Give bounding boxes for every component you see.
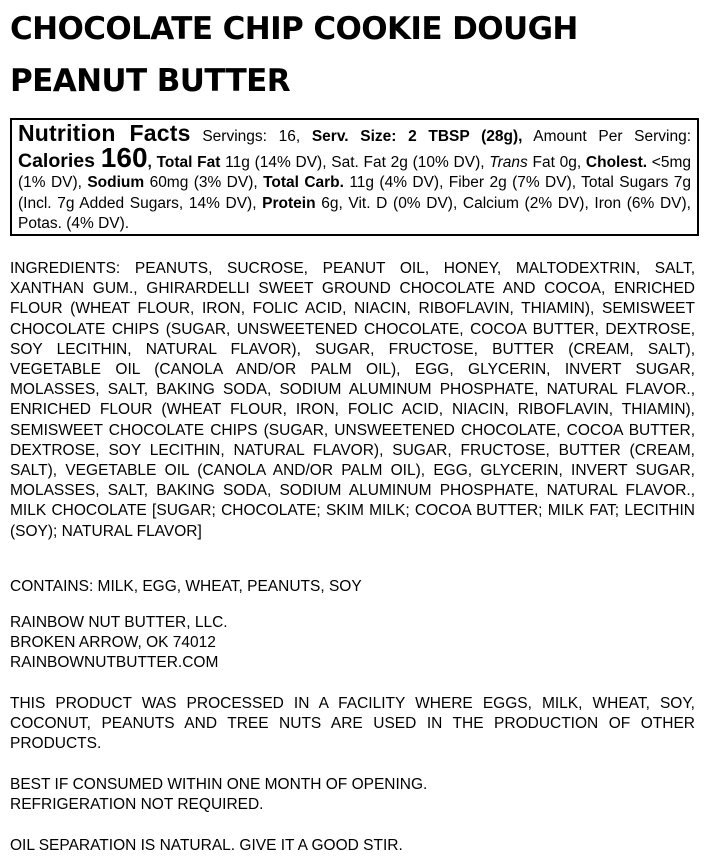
cholesterol-value: <5mg (1% DV), <box>18 153 691 191</box>
total-fat-label: Total Fat <box>156 153 221 171</box>
calories-separator: , <box>147 153 157 171</box>
sodium-label: Sodium <box>87 174 145 191</box>
total-carb-label: Total Carb. <box>263 174 344 191</box>
trans-fat-label: Trans <box>489 153 528 171</box>
total-fat-value: 11g (14% DV), Sat. Fat 2g (10% DV), <box>220 153 490 171</box>
storage-info <box>10 775 695 815</box>
product-title-line-1: CHOCOLATE CHIP COOKIE DOUGH <box>10 11 578 47</box>
protein-value: 6g, Vit. D (0% DV), Calcium (2% DV), Iron (6% DV), Potas. (4% DV). <box>18 194 691 232</box>
servings-text: Servings: 16, <box>190 128 312 145</box>
oil-separation-text: OIL SEPARATION IS NATURAL. GIVE IT A GOOD STIR. <box>10 837 403 854</box>
serving-size-text: Serv. Size: 2 TBSP (28g), <box>311 128 523 145</box>
product-title <box>10 3 700 107</box>
amount-per-serving-text: Amount Per Serving: <box>522 128 692 145</box>
ingredients-text: INGREDIENTS: PEANUTS, SUCROSE, PEANUT OIL, HONEY, MALTODEXTRIN, SALT, XANTHAN GUM., GHIRARDELLI SWEET GROUND CHOCOLATE AND COCOA, ENRICHED FLOUR (WHEAT FLOUR, IRON, FOLIC ACID, NIACIN, RIBOFLAVIN, THIAMIN), SEMISWEET CHOCOLATE CHIPS (SUGAR, UNSWEETENED CHOCOLATE, COCOA BUTTER, DEXTROSE, SOY LECITHIN, NATURAL FLAVOR), SUGAR, FRUCTOSE, BUTTER (CREAM, SALT), VEGETABLE OIL (CANOLA AND/OR PALM OIL), EGG, GLYCERIN, INVERT SUGAR, MOLASSES, SALT, BAKING SODA, SODIUM ALUMINUM PHOSPHATE, NATURAL FLAVOR., ENRICHED FLOUR (WHEAT FLOUR, IRON, FOLIC ACID, NIACIN, RIBOFLAVIN, THIAMIN), SEMISWEET CHOCOLATE CHIPS (SUGAR, UNSWEETENED CHOCOLATE, COCOA BUTTER, DEXTROSE, SOY LECITHIN, NATURAL FLAVOR), SUGAR, FRUCTOSE, BUTTER (CREAM, SALT), VEGETABLE OIL (CANOLA AND/OR PALM OIL), EGG, GLYCERIN, INVERT SUGAR, MOLASSES, SALT, BAKING SODA, SODIUM ALUMINUM PHOSPHATE, NATURAL FLAVOR., MILK CHOCOLATE [SUGAR; CHOCOLATE; SKIM MILK; COCOA BUTTER; MILK FAT; LECITHIN (SOY); NATURAL FLAVOR] <box>10 260 695 540</box>
trans-fat-value: Fat 0g, <box>527 153 586 171</box>
refrigeration-text: REFRIGERATION NOT REQUIRED. <box>10 796 264 814</box>
company-info <box>10 613 695 674</box>
company-website: RAINBOWNUTBUTTER.COM <box>10 654 219 672</box>
allergen-contains-text: CONTAINS: MILK, EGG, WHEAT, PEANUTS, SOY <box>10 578 362 595</box>
nutrition-facts-panel <box>10 118 699 236</box>
total-carb-value: 11g (4% DV), Fiber 2g (7% DV), Total Sugars 7g (Incl. 7g Added Sugars, 14% DV), <box>18 174 691 212</box>
cholesterol-label: Cholest. <box>585 153 648 171</box>
best-if-consumed-text: BEST IF CONSUMED WITHIN ONE MONTH OF OPENING. <box>10 776 428 793</box>
protein-label: Protein <box>262 194 316 212</box>
calories-value: 160 <box>100 141 148 173</box>
product-title-line-2: PEANUT BUTTER <box>10 63 290 99</box>
company-city: BROKEN ARROW, OK 74012 <box>10 634 216 652</box>
calories-label: Calories <box>18 149 101 172</box>
company-name: RAINBOW NUT BUTTER, LLC. <box>10 614 228 631</box>
sodium-value: 60mg (3% DV), <box>144 174 264 191</box>
nutrition-facts-heading: Nutrition Facts <box>18 120 191 146</box>
facility-warning-text: THIS PRODUCT WAS PROCESSED IN A FACILITY WHERE EGGS, MILK, WHEAT, SOY, COCONUT, PEANUTS AND TREE NUTS ARE USED IN THE PRODUCTION OF OTHER PRODUCTS. <box>10 695 695 753</box>
